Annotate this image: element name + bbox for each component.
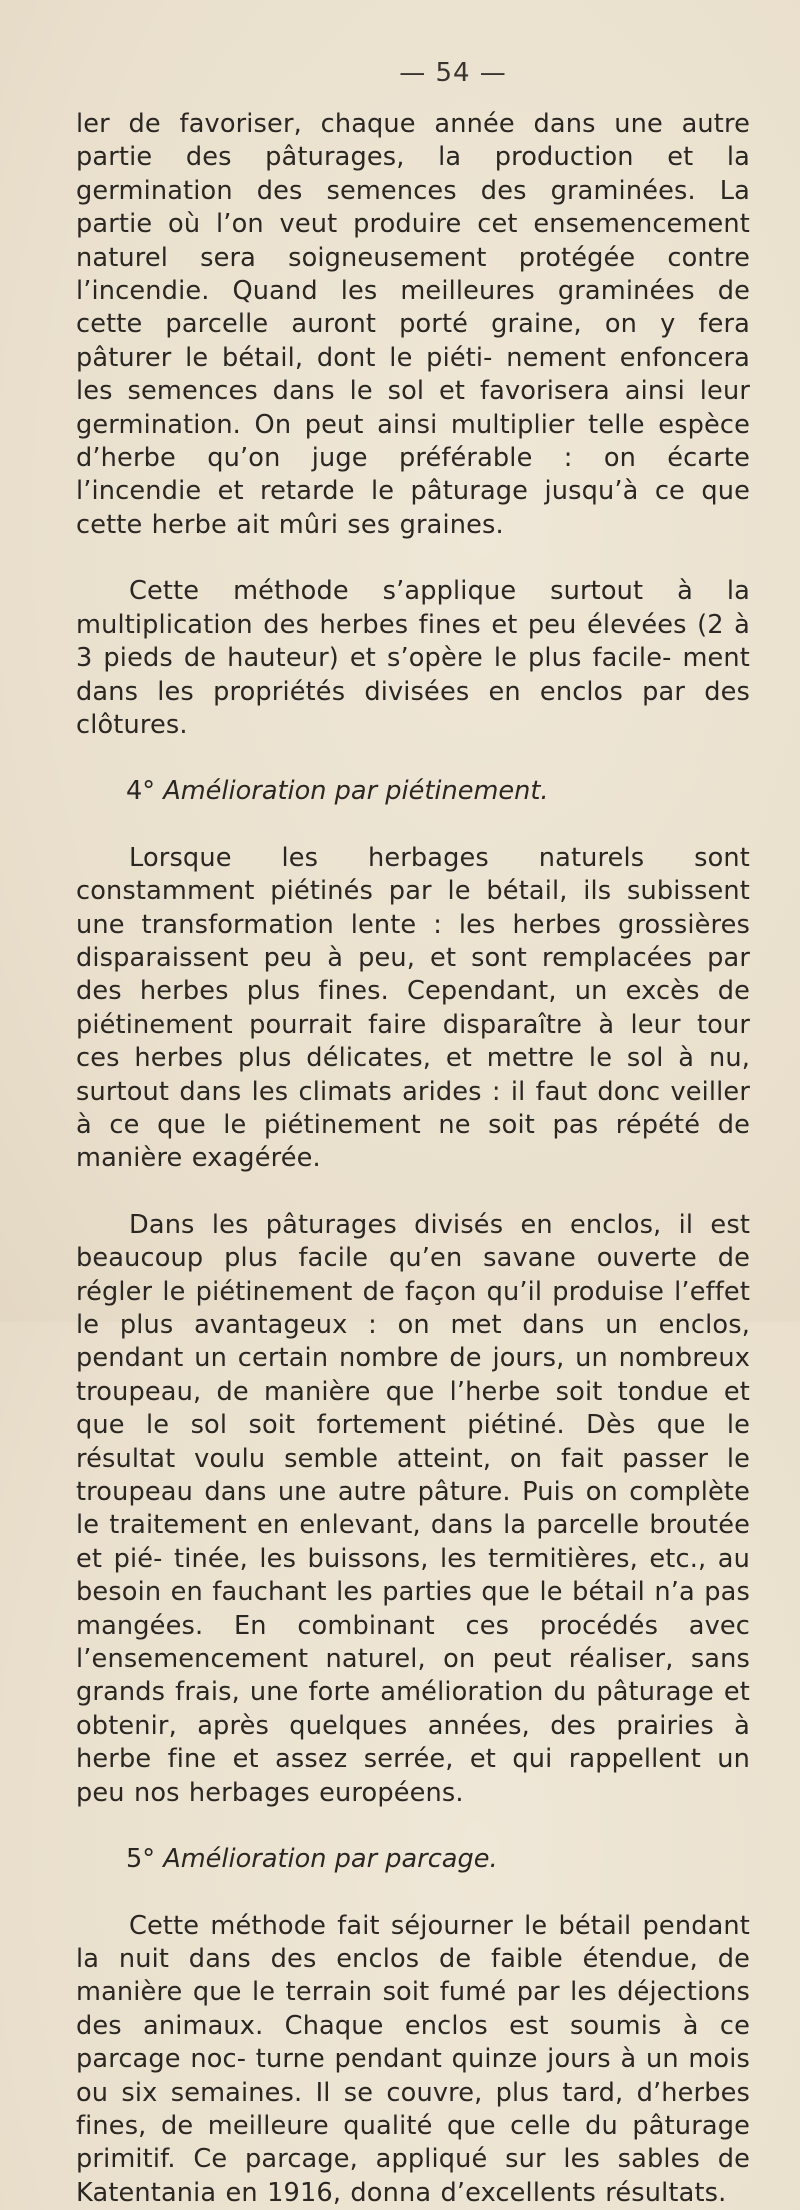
paragraph-pietinement-enclos: Dans les pâturages divisés en enclos, il est beaucoup plus facile qu’en savane ouverte de régler le piétinement de façon qu’il produise l’effet le plus avantageux : on met dans un enclos, pendant un certain nombre de jours, un nombreux troupeau, de manière que l’herbe soit tondue et que le sol soit fortement piétiné. Dès que le résultat voulu semble atteint, on fait passer le troupeau dans une autre pâture. Puis on complète le traitement en enlevant, dans la parcelle broutée et pié- tinée, les buissons, les termitières, etc., au besoin en fauchant les parties que le bétail n’a pas mangées. En combinant ces procédés avec l’ensemencement naturel, on peut réaliser, sans grands frais, une forte amélioration du pâturage et obtenir, après quelques années, des prairies à herbe fine et assez serrée, et qui rappellent un peu nos herbages européens. bbox=[76, 1209, 750, 1810]
section-gap bbox=[76, 1810, 750, 1843]
paragraph-gap bbox=[76, 1176, 750, 1209]
section-number: 4° bbox=[126, 776, 155, 806]
section-title: Amélioration par parcage. bbox=[163, 1844, 497, 1874]
section-gap bbox=[76, 809, 750, 842]
paragraph-gap bbox=[76, 542, 750, 575]
section-heading-pietinement bbox=[76, 775, 750, 808]
paragraph-pietinement-effets: Lorsque les herbages naturels sont constamment piétinés par le bétail, ils subissent une transformation lente : les herbes grossières disparaissent peu à peu, et sont remplacées par des herbes plus fines. Cependant, un excès de piétinement pourrait faire disparaître à leur tour ces herbes plus délicates, et mettre le sol à nu, surtout dans les climats arides : il faut donc veiller à ce que le piétinement ne soit pas répété de manière exagérée. bbox=[76, 842, 750, 1176]
page-number: — 54 — bbox=[156, 58, 750, 88]
section-title: Amélioration par piétinement. bbox=[163, 776, 548, 806]
section-gap bbox=[76, 1877, 750, 1910]
section-number: 5° bbox=[126, 1844, 155, 1874]
paragraph-parcage-methode: Cette méthode fait séjourner le bétail pendant la nuit dans des enclos de faible étendue, de manière que le terrain soit fumé par les déjections des animaux. Chaque enclos est soumis à ce parcage noc- turne pendant quinze jours à un mois ou six semaines. Il se couvre, plus tard, d’herbes fines, de meilleure qualité que celle du pâturage primitif. Ce parcage, appliqué sur les sables de Katentania en 1916, donna d’excellents résultats. bbox=[76, 1910, 750, 2210]
section-gap bbox=[76, 742, 750, 775]
section-heading-parcage bbox=[76, 1843, 750, 1876]
paragraph-methode-herbes-fines: Cette méthode s’applique surtout à la multiplication des herbes fines et peu élevées (2 à 3 pieds de hauteur) et s’opère le plus facile- ment dans les propriétés divisées en enclos par des clôtures. bbox=[76, 575, 750, 742]
paragraph-ensemencement-continued: ler de favoriser, chaque année dans une autre partie des pâturages, la production et la germination des semences des graminées. La partie où l’on veut produire cet ensemencement naturel sera soigneusement protégée contre l’incendie. Quand les meilleures graminées de cette parcelle auront porté graine, on y fera pâturer le bétail, dont le piéti- nement enfoncera les semences dans le sol et favorisera ainsi leur germination. On peut ainsi multiplier telle espèce d’herbe qu’on juge préférable : on écarte l’incendie et retarde le pâturage jusqu’à ce que cette herbe ait mûri ses graines. bbox=[76, 108, 750, 542]
